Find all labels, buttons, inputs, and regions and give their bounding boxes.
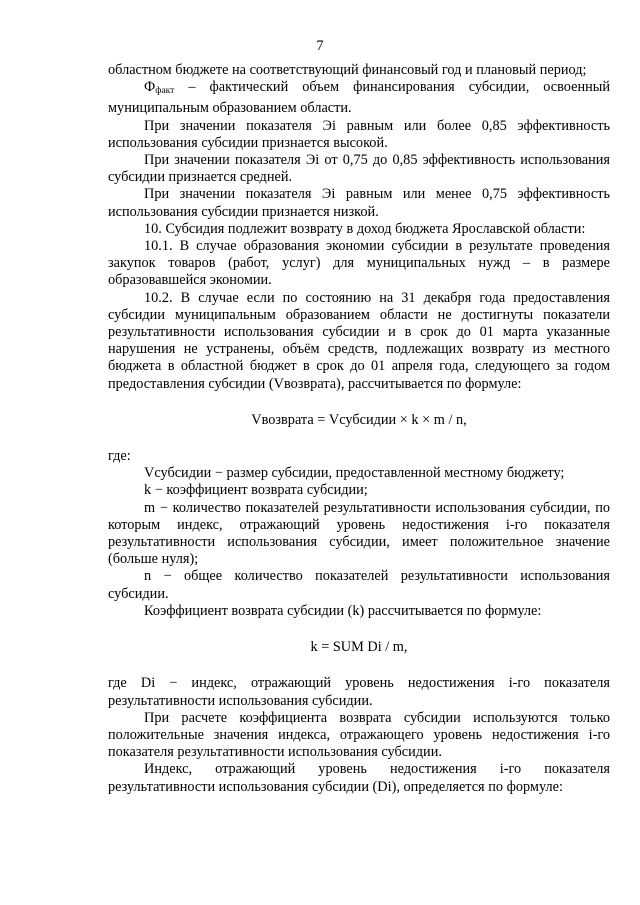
paragraph-where: где:	[108, 448, 131, 465]
definition-n: n − общее количество показателей результативности использования субсидии.	[108, 568, 610, 602]
paragraph-item-10: 10. Субсидия подлежит возврату в доход бюджета Ярославской области:	[144, 220, 586, 237]
formula-return-volume: Vвозврата = Vсубсидии × k × m / n,	[251, 411, 467, 428]
paragraph-di-definition: где Di − индекс, отражающий уровень недостижения i-го показателя результативности использования субсидии.	[108, 675, 610, 709]
page-number: 7	[316, 38, 324, 54]
definition-v-subsidy: Vсубсидии − размер субсидии, предоставленной местному бюджету;	[144, 465, 565, 482]
f-fact-symbol: Ф	[144, 79, 156, 96]
paragraph-item-10-1: 10.1. В случае образования экономии субсидии в результате проведения закупок товаров (работ, услуг) для муниципальных нужд – в размере образовавшейся экономии.	[108, 238, 610, 289]
document-body	[108, 62, 610, 796]
paragraph-positive-values: При расчете коэффициента возврата субсидии используются только положительные значения индекса, отражающего уровень недостижения i-го показателя результативности использования субсидии.	[108, 709, 610, 761]
paragraph-budget-period: областном бюджете на соответствующий финансовый год и плановый период;	[108, 62, 587, 78]
f-fact-subscript: факт	[155, 86, 175, 97]
paragraph-f-fact-definition	[108, 79, 610, 117]
f-fact-text: – фактический объем финансирования субсидии, освоенный муниципальным образованием области.	[108, 79, 610, 117]
paragraph-item-10-2: 10.2. В случае если по состоянию на 31 декабря года предоставления субсидии муниципальным образованием области не достигнуты показатели результативности использования субсидии и в срок до 01 марта указанные нарушения не устранены, объём средств, подлежащих возврату из местного бюджета в областной бюджет в срок до 01 апреля года, следующего за годом предоставления субсидии (Vвозврата), рассчитывается по формуле:	[108, 289, 610, 392]
definition-m: m − количество показателей результативности использования субсидии, по которым индекс, отражающий уровень недостижения i-го показателя результативности использования субсидии, имеет положительное значение (больше нуля);	[108, 499, 610, 568]
paragraph-efficiency-medium: При значении показателя Эi от 0,75 до 0,85 эффективность использования субсидии признается средней.	[108, 152, 610, 186]
definition-k: k − коэффициент возврата субсидии;	[144, 482, 368, 499]
paragraph-coefficient-intro: Коэффициент возврата субсидии (k) рассчитывается по формуле:	[144, 602, 542, 619]
paragraph-efficiency-low: При значении показателя Эi равным или менее 0,75 эффективность использования субсидии признается низкой.	[108, 186, 610, 220]
paragraph-efficiency-high: При значении показателя Эi равным или более 0,85 эффективность использования субсидии признается высокой.	[108, 117, 610, 151]
formula-coefficient: k = SUM Di / m,	[310, 639, 408, 656]
paragraph-index-formula-intro: Индекс, отражающий уровень недостижения i-го показателя результативности использования субсидии (Di), определяется по формуле:	[108, 761, 610, 795]
